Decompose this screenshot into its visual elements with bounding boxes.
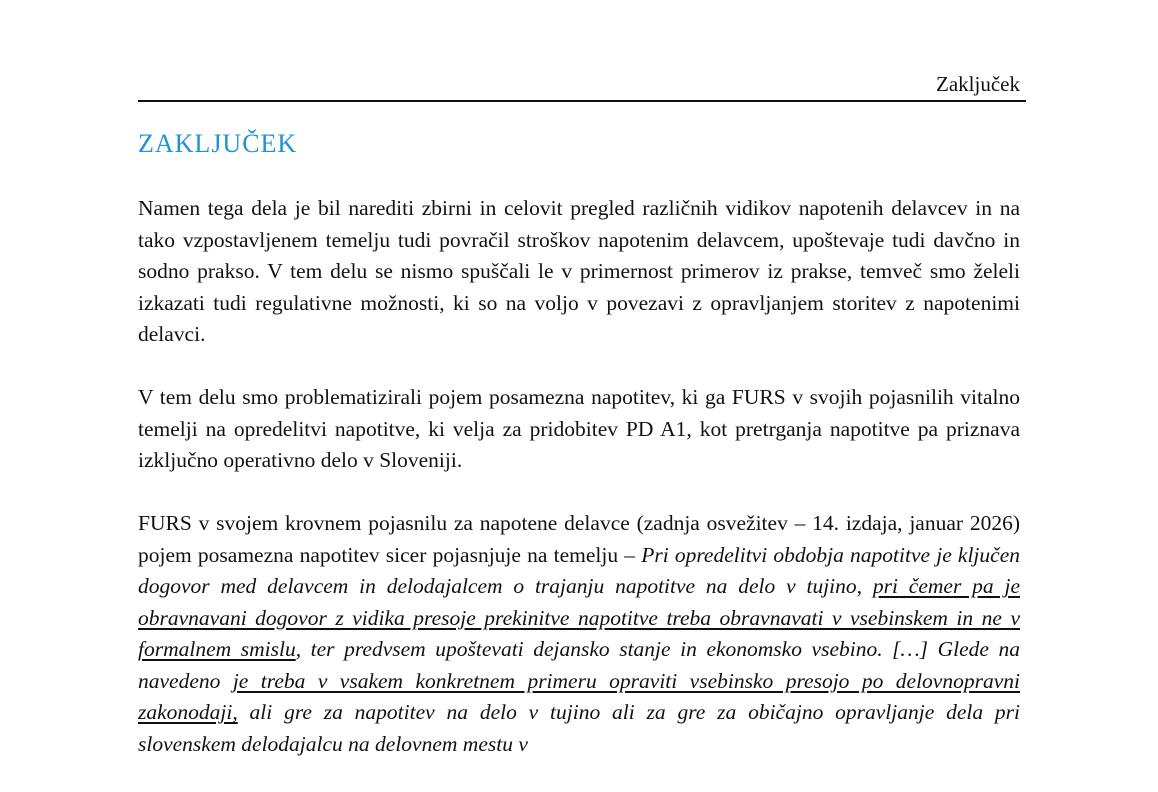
paragraph-1: Namen tega dela je bil narediti zbirni in celovit pregled različnih vidikov napotenih delavcev in na tako vzpostavljenem temelju tudi povračil stroškov napotenim delavcem, upoštevaje tudi davčno in sodno prakso. V tem delu se nismo spuščali le v primernost primerov iz prakse, temveč smo želeli izkazati tudi regulativne možnosti, ki so na voljo v povezavi z opravljanjem storitev z napotenimi delavci. — [138, 196, 1020, 346]
paragraph-3-intro: FURS v svojem krovnem pojasnilu za napotene delavce (zadnja osvežitev – 14. izdaja, januar 2026) pojem posamezna napotitev sicer pojasnjuje na temelju – — [138, 511, 1020, 567]
body-text — [138, 193, 1020, 792]
paragraph-3 — [138, 508, 1020, 760]
quote-italic-3: ali gre za napotitev na delo v tujino ali za gre za običajno opravljanje dela pri slovenskem delodajalcu na delovnem mestu v — [138, 700, 1020, 756]
running-header: Zaključek — [936, 72, 1020, 96]
quote-italic-1: Pri opredelitvi obdobja napotitve je ključen dogovor med delavcem in delodajalcem o trajanju napotitve na delo v tujino, — [138, 542, 1020, 598]
chapter-title: ZAKLJUČEK — [138, 129, 298, 158]
header-rule — [138, 100, 1026, 102]
quote-italic-2: , ter predvsem upoštevati dejansko stanje in ekonomsko vsebino. […] Glede na navedeno — [138, 637, 1020, 693]
quote-underlined-2: je treba v vsakem konkretnem primeru opraviti vsebinsko presojo po delovnopravni zakonodaji, — [138, 668, 1020, 724]
quote-underlined-1: pri čemer pa je obravnavani dogovor z vidika presoje prekinitve napotitve treba obravnavati v vsebinskem in ne v formalnem smislu — [138, 574, 1020, 661]
paragraph-2: V tem delu smo problematizirali pojem posamezna napotitev, ki ga FURS v svojih pojasnilih vitalno temelji na opredelitvi napotitve, ki velja za pridobitev PD A1, kot pretrganja napotitve pa priznava izključno operativno delo v Sloveniji. — [138, 385, 1020, 472]
